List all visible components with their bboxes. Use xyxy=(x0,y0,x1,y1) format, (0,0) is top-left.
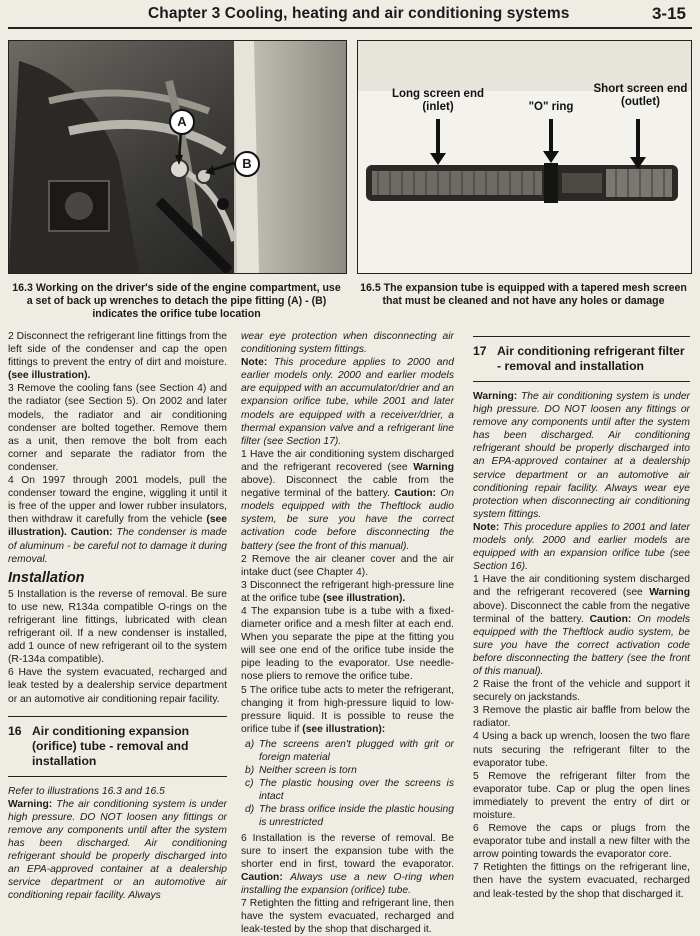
callout-a xyxy=(169,109,195,135)
step-4-paragraph: 4 On 1997 through 2001 models, pull the condenser toward the engine, wiggling it until it is free of the upper and lower rubber insulators, then withdraw it carefully from the vehicle (see illustration). Caution: The condenser is made of aluminum - be careful not to damage it during removal. xyxy=(8,475,227,565)
section-16-heading xyxy=(8,716,227,777)
step-5-paragraph: 5 Installation is the reverse of removal. Be sure to use new, R134a compatible O-rings on the refrigerant line fittings, lubricated with clean refrigerant oil. If a new condenser is installed, add 1 ounce of new refrigerant oil to the system (R-134a compatible). xyxy=(8,588,227,666)
step-1-paragraph: 1 Have the air conditioning system discharged and the refrigerant recovered (see Warning above). Disconnect the cable from the negative terminal of the battery. Caution: On models equipped with the Theftlock audio system, be sure you have the correct activation code before disconnecting the battery (see the front of this manual). xyxy=(473,574,690,677)
section-17-number: 17 xyxy=(473,344,487,358)
section-16-number: 16 xyxy=(8,723,22,738)
label-o-ring: "O" ring xyxy=(528,101,574,113)
callout-a-label: A xyxy=(177,114,187,129)
note-paragraph: Note: This procedure applies to 2001 and later models only. 2000 and earlier models are equipped with an expansion orifice tube (see Section 16). xyxy=(473,521,690,573)
orifice-tube-illustration xyxy=(358,41,691,273)
figure-16-5-caption: 16.5 The expansion tube is equipped with a tapered mesh screen that must be cleaned and not have any holes or damage xyxy=(360,282,687,307)
step-2-paragraph: 2 Remove the air cleaner cover and the air intake duct (see Chapter 4). xyxy=(241,553,454,578)
installation-heading: Installation xyxy=(8,569,85,586)
illustration-reference: Refer to illustrations 16.3 and 16.5 xyxy=(8,785,165,797)
step-7-paragraph: 7 Retighten the fittings on the refrigerant line, then have the system evacuated, recharged and leak-tested by the shop that discharged it. xyxy=(473,862,690,900)
step-6-paragraph: 6 Have the system evacuated, recharged and leak tested by a dealership service department or an automotive air conditioning repair facility. xyxy=(8,667,227,705)
label-outlet: Short screen end (outlet) xyxy=(593,83,688,108)
step-6-paragraph: 6 Remove the caps or plugs from the evaporator tube and install a new filter with the arrow pointing towards the evaporator core. xyxy=(473,823,690,861)
chapter-title: Chapter 3 Cooling, heating and air conditioning systems xyxy=(148,5,570,22)
header-rule xyxy=(8,27,692,29)
section-17-heading xyxy=(473,336,690,382)
checklist-item: d) The brass orifice inside the plastic housing is unrestricted xyxy=(245,804,454,829)
reuse-checklist xyxy=(241,738,454,830)
warning-continued: wear eye protection when disconnecting air conditioning system fittings. xyxy=(241,331,454,356)
checklist-item: c) The plastic housing over the screens is intact xyxy=(245,778,454,803)
text-column-2 xyxy=(241,330,454,936)
page-number: 3-15 xyxy=(651,4,686,23)
step-5-paragraph: 5 The orifice tube acts to meter the refrigerant, changing it from high-pressure liquid to low-pressure liquid. It is possible to reuse the orifice tube if (see illustration): xyxy=(241,684,454,735)
step-6-paragraph: 6 Installation is the reverse of removal. Be sure to insert the expansion tube with the shorter end in first, toward the evaporator. Caution: Always use a new O-ring when installing the expansion (orifice) tube. xyxy=(241,832,454,896)
step-2-paragraph: 2 Raise the front of the vehicle and support it securely on jackstands. xyxy=(473,679,690,704)
engine-photo-illustration xyxy=(9,41,346,273)
step-7-paragraph: 7 Retighten the fitting and refrigerant line, then have the system evacuated, recharged and leak-tested by the shop that discharged it. xyxy=(241,898,454,936)
step-3-paragraph: 3 Remove the cooling fans (see Section 4) and the radiator (see Section 5). On 2002 and later models, the radiator and air conditioning condenser are bolted together. Remove them as a unit, then remove the bolt from each corner and separate the radiator from the condenser. xyxy=(8,383,227,473)
note-paragraph: Note: This procedure applies to 2000 and earlier models only. 2000 and earlier models are equipped with an accumulator/drier and an expansion orifice tube, while 2001 and later models are equipped with a receiver/drier, a thermal expansion valve and a refrigerant line filter (see Section 17). xyxy=(241,357,454,447)
step-2-paragraph: 2 Disconnect the refrigerant line fittings from the left side of the condenser and cap the open fittings to prevent the entry of dirt and moisture. (see illustration). xyxy=(8,331,227,382)
text-column-3 xyxy=(473,336,690,901)
callout-b-label: B xyxy=(242,156,252,171)
step-1-paragraph: 1 Have the air conditioning system discharged and the refrigerant recovered (see Warning above). Disconnect the cable from the negative terminal of the battery. Caution: On models equipped with the Theftlock audio system, be sure you have the correct activation code before disconnecting the battery (see the front of this manual). xyxy=(241,448,454,552)
warning-paragraph: Warning: The air conditioning system is under high pressure. DO NOT loosen any fittings or remove any components until after the system has been discharged. Air conditioning refrigerant should be properly discharged into an EPA-approved container at a dealership service department or an automotive air conditioning repair facility. Always xyxy=(8,798,227,902)
step-5-paragraph: 5 Remove the refrigerant filter from the evaporator tube. Cap or plug the open lines immediately to prevent the entry of dirt or moisture. xyxy=(473,770,690,821)
figure-16-3-caption: 16.3 Working on the driver's side of the engine compartment, use a set of back up wrenches to detach the pipe fitting (A) - (B) indicates the orifice tube location xyxy=(12,282,341,320)
label-inlet: Long screen end (inlet) xyxy=(391,88,485,113)
figure-16-5-photo xyxy=(357,40,692,274)
callout-b xyxy=(234,151,260,177)
checklist-item: b) Neither screen is torn xyxy=(245,765,357,777)
step-3-paragraph: 3 Disconnect the refrigerant high-pressure line at the orifice tube (see illustration). xyxy=(241,579,454,604)
text-column-1 xyxy=(8,330,227,902)
step-3-paragraph: 3 Remove the plastic air baffle from below the radiator. xyxy=(473,705,690,730)
step-4-paragraph: 4 The expansion tube is a tube with a fixed-diameter orifice and a mesh filter at each end. When you separate the pipe at the fitting you will see one end of the orifice tube inside the pipe leading to the evaporator. Use needle-nose pliers to remove the orifice tube. xyxy=(241,605,454,683)
step-4-paragraph: 4 Using a back up wrench, loosen the two flare nuts securing the refrigerant filter to the evaporator tube. xyxy=(473,731,690,769)
section-16-title: Air conditioning expansion (orifice) tube - removal and installation xyxy=(32,723,190,768)
checklist-item: a) The screens aren't plugged with grit or foreign material xyxy=(245,738,454,763)
section-17-title: Air conditioning refrigerant filter - removal and installation xyxy=(497,344,685,373)
figure-16-3-photo xyxy=(8,40,347,274)
page-header xyxy=(0,0,700,30)
warning-paragraph: Warning: The air conditioning system is under high pressure. DO NOT loosen any fittings or remove any components until after the system has been discharged. Air conditioning refrigerant should be properly discharged into an EPA-approved container at a dealership service department or an automotive air conditioning repair facility. Always wear eye protection when disconnecting air conditioning system fittings. xyxy=(473,391,690,520)
